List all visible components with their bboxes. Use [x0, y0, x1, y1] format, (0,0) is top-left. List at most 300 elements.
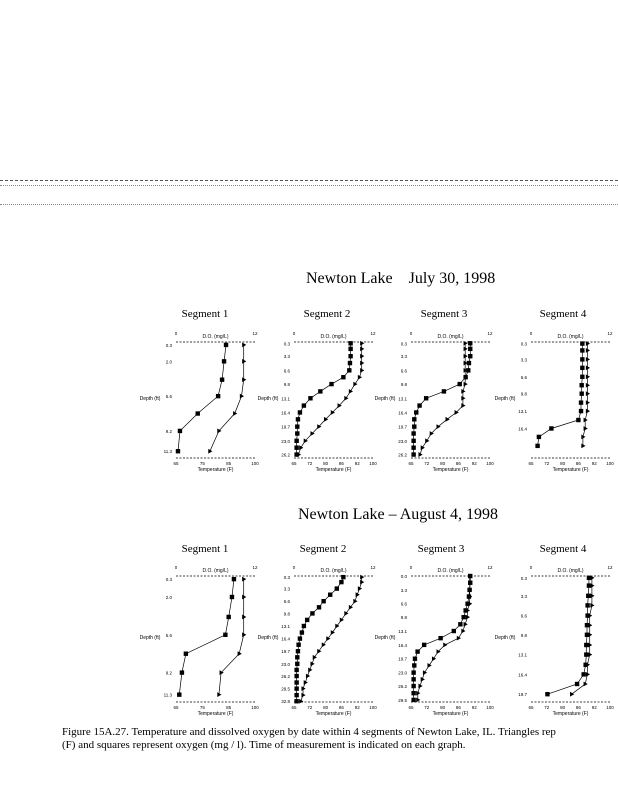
oxygen-point [586, 594, 590, 598]
oxygen-point [411, 445, 415, 449]
temp-tick-label: 85 [226, 705, 232, 710]
depth-profile-chart [495, 326, 618, 476]
oxygen-point [184, 652, 188, 656]
temp-tick-label: 72 [544, 705, 550, 710]
do-axis-label: D.O. (mg/L) [437, 334, 464, 340]
oxygen-point [310, 611, 314, 615]
temp-tick-label: 100 [606, 461, 614, 466]
do-tick-label: 0 [529, 331, 533, 336]
depth-tick-label: 9.8 [400, 382, 407, 388]
scan-artifact-line [0, 204, 618, 205]
oxygen-series-line [297, 577, 344, 701]
oxygen-point [585, 623, 589, 627]
oxygen-point [581, 672, 585, 676]
temperature-point [590, 593, 594, 598]
oxygen-point [580, 341, 584, 345]
temp-tick-label: 65 [528, 461, 534, 466]
oxygen-point [411, 670, 415, 674]
section-title-august: Newton Lake – August 4, 1998 [298, 506, 498, 523]
oxygen-point [438, 636, 442, 640]
temperature-point [340, 618, 344, 623]
depth-tick-label: 26.2 [398, 452, 407, 458]
temperature-point [301, 693, 305, 698]
oxygen-point [584, 643, 588, 647]
oxygen-point [180, 670, 184, 674]
panel-title: Segment 1 [181, 543, 229, 555]
oxygen-point [230, 595, 234, 599]
depth-tick-label: 3.3 [283, 586, 290, 592]
temp-tick-label: 80 [323, 461, 329, 466]
oxygen-point [329, 382, 333, 386]
oxygen-point [412, 424, 416, 428]
oxygen-point [412, 417, 416, 421]
temp-axis-label: Temperature (F) [315, 711, 352, 717]
caption-line: Figure 15A.27. Temperature and dissolved oxygen by date within 4 segments of Newton Lake, IL. Triangles rep [62, 726, 556, 738]
temp-tick-label: 100 [369, 461, 377, 466]
temp-tick-label: 86 [455, 461, 461, 466]
temp-axis-label: Temperature (F) [197, 711, 234, 717]
depth-profile-chart [258, 326, 383, 476]
depth-tick-label: 0.3 [283, 341, 290, 347]
depth-tick-label: 0.3 [520, 341, 527, 347]
oxygen-point [411, 431, 415, 435]
depth-axis-label: Depth (ft) [258, 396, 279, 402]
temp-tick-label: 72 [424, 461, 430, 466]
temperature-point [586, 348, 590, 353]
depth-profile-chart [375, 560, 500, 720]
temperature-point [457, 636, 461, 641]
temperature-series-line [210, 345, 244, 451]
do-axis-label: D.O. (mg/L) [557, 334, 584, 340]
do-tick-label: 0 [292, 331, 296, 336]
oxygen-point [294, 693, 298, 697]
temperature-point [317, 649, 321, 654]
depth-tick-label: 23.0 [281, 661, 290, 667]
temp-tick-label: 86 [575, 461, 581, 466]
depth-tick-label: 5.6 [165, 632, 172, 638]
depth-tick-label: 2.0 [165, 595, 172, 600]
oxygen-point [347, 368, 351, 372]
figure-caption [62, 726, 618, 752]
temperature-point [242, 359, 246, 364]
oxygen-point [467, 594, 471, 598]
temperature-point [427, 663, 431, 668]
temp-tick-label: 65 [408, 705, 414, 710]
oxygen-point [585, 603, 589, 607]
temperature-point [590, 603, 594, 608]
oxygen-point [580, 375, 584, 379]
oxygen-point [587, 576, 591, 580]
oxygen-point [585, 613, 589, 617]
temp-tick-label: 92 [591, 461, 597, 466]
oxygen-point [468, 354, 472, 358]
temp-tick-label: 92 [354, 705, 360, 710]
do-axis-label: D.O. (mg/L) [320, 568, 347, 574]
depth-tick-label: 19.7 [398, 424, 407, 430]
temp-tick-label: 100 [486, 461, 494, 466]
temperature-point [242, 577, 246, 582]
depth-tick-label: 0.3 [283, 575, 290, 581]
depth-axis-label: Depth (ft) [140, 396, 161, 402]
temperature-point [313, 655, 317, 660]
temperature-point [242, 343, 246, 348]
depth-tick-label: 0.3 [520, 575, 527, 581]
depth-tick-label: 26.2 [281, 674, 290, 680]
temp-axis-label: Temperature (F) [432, 467, 469, 473]
temp-tick-label: 100 [606, 705, 614, 710]
temperature-series-line [299, 343, 362, 454]
do-axis-label: D.O. (mg/L) [202, 334, 229, 340]
temp-tick-label: 86 [575, 705, 581, 710]
do-tick-label: 12 [252, 331, 258, 336]
oxygen-point [417, 403, 421, 407]
temperature-point [360, 341, 364, 346]
depth-tick-label: 29.5 [281, 686, 290, 692]
oxygen-point [296, 649, 300, 653]
oxygen-point [308, 396, 312, 400]
do-tick-label: 12 [252, 565, 258, 570]
oxygen-point [305, 618, 309, 622]
temp-tick-label: 85 [226, 461, 232, 466]
depth-tick-label: 0.0 [400, 574, 407, 579]
depth-tick-label: 13.1 [518, 409, 527, 415]
depth-tick-label: 32.8 [281, 699, 290, 705]
do-tick-label: 12 [607, 565, 613, 570]
temperature-point [464, 346, 468, 351]
oxygen-point [411, 698, 415, 702]
temperature-point [360, 346, 364, 351]
oxygen-point [535, 444, 539, 448]
temperature-point [461, 403, 465, 408]
do-tick-label: 12 [370, 565, 376, 570]
depth-tick-label: 19.7 [281, 649, 290, 655]
oxygen-point [216, 394, 220, 398]
temperature-point [344, 396, 348, 401]
oxygen-point [339, 580, 343, 584]
oxygen-point [587, 583, 591, 587]
oxygen-point [452, 629, 456, 633]
oxygen-series-line [548, 578, 589, 694]
oxygen-point [580, 366, 584, 370]
oxygen-point [545, 692, 549, 696]
temp-tick-label: 65 [291, 461, 297, 466]
oxygen-point [411, 684, 415, 688]
oxygen-point [461, 615, 465, 619]
temperature-point [423, 670, 427, 675]
oxygen-point [549, 426, 553, 430]
oxygen-point [318, 389, 322, 393]
oxygen-point [177, 692, 181, 696]
temp-tick-label: 65 [173, 461, 179, 466]
oxygen-point [348, 361, 352, 365]
oxygen-point [321, 599, 325, 603]
depth-tick-label: 16.4 [518, 426, 527, 432]
oxygen-point [178, 429, 182, 433]
oxygen-point [224, 343, 228, 347]
temperature-point [242, 615, 246, 620]
temperature-point [360, 575, 364, 580]
do-tick-label: 0 [174, 565, 178, 570]
temp-tick-label: 80 [323, 705, 329, 710]
temperature-point [349, 605, 353, 610]
depth-tick-label: 9.8 [283, 611, 290, 617]
temperature-point [242, 595, 246, 600]
depth-tick-label: 13.1 [281, 396, 290, 402]
temp-tick-label: 72 [307, 705, 313, 710]
depth-tick-label: 0.3 [165, 577, 172, 583]
temp-tick-label: 75 [199, 705, 205, 710]
depth-tick-label: 16.4 [281, 636, 290, 642]
do-tick-label: 12 [487, 331, 493, 336]
temperature-point [464, 341, 468, 346]
temp-tick-label: 72 [307, 461, 313, 466]
oxygen-point [442, 389, 446, 393]
oxygen-point [466, 368, 470, 372]
depth-axis-label: Depth (ft) [140, 635, 161, 641]
temp-tick-label: 80 [560, 461, 566, 466]
oxygen-point [584, 652, 588, 656]
temp-tick-label: 75 [199, 461, 205, 466]
temp-tick-label: 72 [424, 705, 430, 710]
temp-axis-label: Temperature (F) [552, 467, 589, 473]
oxygen-point [294, 686, 298, 690]
depth-tick-label: 6.6 [400, 368, 407, 374]
oxygen-point [580, 348, 584, 352]
temp-tick-label: 92 [591, 705, 597, 710]
oxygen-point [300, 630, 304, 634]
oxygen-point [294, 680, 298, 684]
oxygen-point [302, 624, 306, 628]
oxygen-point [294, 674, 298, 678]
caption-line: (F) and squares represent oxygen (mg / l). Time of measurement is indicated on each graph. [62, 739, 466, 751]
do-tick-label: 0 [529, 565, 533, 570]
oxygen-point [341, 575, 345, 579]
temperature-point [322, 642, 326, 647]
do-axis-label: D.O. (mg/L) [202, 568, 229, 574]
depth-profile-chart [140, 560, 265, 720]
depth-axis-label: Depth (ft) [375, 635, 396, 641]
temperature-point [360, 580, 364, 585]
oxygen-point [348, 341, 352, 345]
oxygen-series-line [538, 344, 583, 446]
depth-tick-label: 13.1 [518, 652, 527, 658]
oxygen-point [411, 677, 415, 681]
depth-tick-label: 19.7 [281, 424, 290, 430]
temperature-point [588, 643, 592, 648]
temperature-point [588, 652, 592, 657]
temp-tick-label: 100 [251, 705, 259, 710]
depth-tick-label: 11.3 [163, 449, 172, 455]
temperature-point [586, 383, 590, 388]
temperature-point [586, 400, 590, 405]
oxygen-point [411, 452, 415, 456]
depth-profile-chart [375, 326, 500, 476]
depth-tick-label: 6.6 [283, 599, 290, 605]
oxygen-point [341, 375, 345, 379]
depth-tick-label: 26.2 [281, 452, 290, 458]
oxygen-point [298, 410, 302, 414]
depth-tick-label: 13.1 [281, 624, 290, 630]
do-tick-label: 12 [607, 331, 613, 336]
temp-tick-label: 86 [455, 705, 461, 710]
depth-tick-label: 23.0 [398, 670, 407, 676]
oxygen-point [468, 581, 472, 585]
oxygen-point [412, 663, 416, 667]
temp-tick-label: 86 [338, 705, 344, 710]
oxygen-point [348, 354, 352, 358]
temperature-point [425, 438, 429, 443]
do-tick-label: 0 [292, 565, 296, 570]
temperature-point [353, 382, 357, 387]
temperature-point [421, 445, 425, 450]
depth-tick-label: 9.8 [520, 391, 527, 397]
oxygen-point [576, 418, 580, 422]
temperature-point [344, 611, 348, 616]
depth-axis-label: Depth (ft) [495, 635, 516, 641]
oxygen-point [413, 657, 417, 661]
oxygen-point [468, 574, 472, 578]
oxygen-point [579, 409, 583, 413]
oxygen-point [295, 431, 299, 435]
depth-axis-label: Depth (ft) [375, 396, 396, 402]
depth-tick-label: 19.7 [518, 692, 527, 698]
temperature-point [586, 374, 590, 379]
oxygen-point [537, 435, 541, 439]
temperature-point [581, 443, 585, 448]
oxygen-point [458, 382, 462, 386]
oxygen-point [328, 593, 332, 597]
depth-tick-label: 6.6 [400, 601, 407, 607]
do-tick-label: 12 [487, 565, 493, 570]
do-tick-label: 0 [174, 331, 178, 336]
temperature-point [586, 409, 590, 414]
do-axis-label: D.O. (mg/L) [437, 568, 464, 574]
oxygen-point [415, 649, 419, 653]
depth-tick-label: 16.4 [518, 672, 527, 678]
depth-tick-label: 9.8 [400, 615, 407, 621]
temperature-point [464, 382, 468, 387]
do-tick-label: 0 [409, 331, 413, 336]
oxygen-point [411, 439, 415, 443]
temp-axis-label: Temperature (F) [315, 467, 352, 473]
oxygen-point [296, 417, 300, 421]
depth-tick-label: 9.2 [165, 670, 172, 676]
temp-tick-label: 100 [369, 705, 377, 710]
oxygen-point [575, 682, 579, 686]
oxygen-point [176, 449, 180, 453]
oxygen-point [294, 445, 298, 449]
oxygen-point [424, 396, 428, 400]
panel-title: Segment 1 [181, 308, 229, 320]
depth-tick-label: 16.4 [398, 642, 407, 648]
oxygen-point [294, 452, 298, 456]
temperature-point [331, 630, 335, 635]
oxygen-point [579, 400, 583, 404]
oxygen-point [467, 361, 471, 365]
temp-tick-label: 65 [291, 705, 297, 710]
temperature-point [432, 656, 436, 661]
oxygen-point [579, 383, 583, 387]
temp-tick-label: 100 [486, 705, 494, 710]
oxygen-point [294, 439, 298, 443]
depth-profile-chart [140, 326, 265, 476]
oxygen-point [220, 378, 224, 382]
oxygen-point [294, 699, 298, 703]
temperature-point [360, 354, 364, 359]
oxygen-point [317, 605, 321, 609]
oxygen-point [414, 410, 418, 414]
panel-title: Segment 4 [539, 308, 587, 320]
temperature-point [586, 357, 590, 362]
depth-tick-label: 6.6 [520, 374, 527, 380]
depth-tick-label: 3.3 [520, 357, 527, 363]
temperature-point [335, 624, 339, 629]
oxygen-point [411, 691, 415, 695]
panel-title: Segment 2 [299, 543, 347, 555]
temp-tick-label: 80 [560, 705, 566, 710]
oxygen-point [579, 391, 583, 395]
temperature-point [461, 396, 465, 401]
temp-tick-label: 92 [471, 461, 477, 466]
oxygen-point [294, 668, 298, 672]
panel-title: Segment 2 [303, 308, 351, 320]
do-axis-label: D.O. (mg/L) [320, 334, 347, 340]
oxygen-series-line [297, 343, 351, 454]
depth-profile-chart [258, 560, 383, 720]
do-tick-label: 12 [370, 331, 376, 336]
depth-tick-label: 3.3 [283, 354, 290, 360]
depth-tick-label: 2.0 [165, 359, 172, 365]
depth-tick-label: 6.6 [283, 368, 290, 374]
depth-axis-label: Depth (ft) [495, 396, 516, 402]
temp-axis-label: Temperature (F) [432, 711, 469, 717]
depth-tick-label: 9.8 [520, 632, 527, 638]
temperature-point [360, 361, 364, 366]
do-axis-label: D.O. (mg/L) [557, 568, 584, 574]
temperature-point [464, 354, 468, 359]
oxygen-point [580, 357, 584, 361]
temp-tick-label: 72 [544, 461, 550, 466]
oxygen-point [232, 577, 236, 581]
oxygen-point [465, 602, 469, 606]
depth-tick-label: 11.3 [163, 692, 172, 698]
temperature-point [360, 368, 364, 373]
depth-tick-label: 29.5 [398, 697, 407, 703]
temperature-point [466, 615, 470, 620]
oxygen-point [223, 633, 227, 637]
oxygen-point [422, 643, 426, 647]
depth-tick-label: 3.3 [400, 354, 407, 360]
oxygen-point [583, 663, 587, 667]
temperature-point [586, 365, 590, 370]
panel-title: Segment 4 [539, 543, 587, 555]
temp-axis-label: Temperature (F) [197, 467, 234, 473]
oxygen-point [463, 608, 467, 612]
panel-title: Segment 3 [417, 543, 465, 555]
temp-axis-label: Temperature (F) [552, 711, 589, 717]
oxygen-point [585, 633, 589, 637]
depth-profile-chart [495, 560, 618, 720]
temp-tick-label: 80 [440, 461, 446, 466]
temp-tick-label: 92 [354, 461, 360, 466]
oxygen-point [468, 341, 472, 345]
temp-tick-label: 65 [528, 705, 534, 710]
temp-tick-label: 100 [251, 461, 259, 466]
depth-tick-label: 16.4 [398, 410, 407, 416]
oxygen-point [298, 636, 302, 640]
temperature-point [416, 698, 420, 703]
temp-tick-label: 86 [338, 461, 344, 466]
